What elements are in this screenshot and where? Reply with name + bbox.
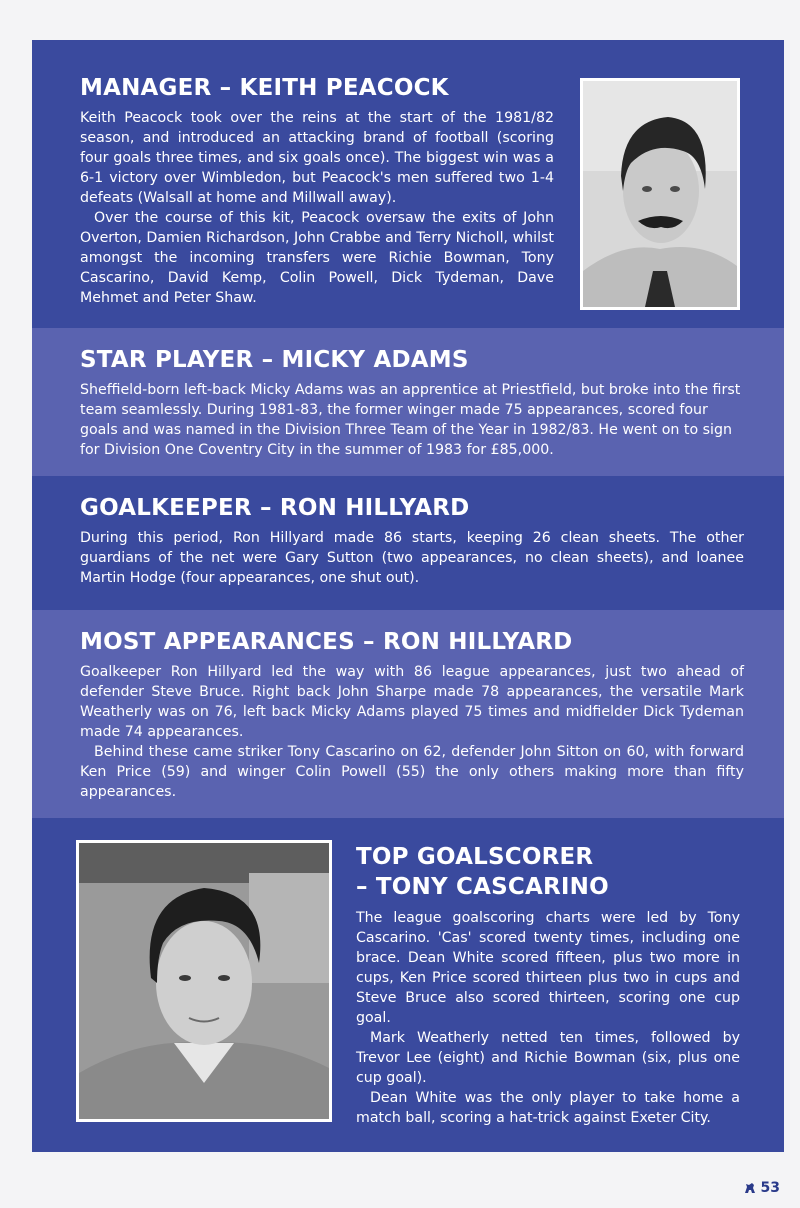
most-appearances-paragraph-2: Behind these came striker Tony Cascarino on 62, defender John Sitton on 60, with forward Ken Price (59) and winger Colin Powell (55) the only others making more than fifty appearances.	[80, 744, 744, 800]
goalscorer-photo	[76, 840, 332, 1122]
manager-portrait-image	[583, 81, 737, 307]
star-player-body	[80, 380, 744, 460]
most-appearances-paragraph-1: Goalkeeper Ron Hillyard led the way with 86 league appearances, just two ahead of defender Steve Bruce. Right back John Sharpe made 78 appearances, the versatile Mark Weatherly was on 76, left back Micky Adams played 75 times and midfielder Dick Tydeman made 74 appearances.	[80, 664, 744, 740]
star-player-heading: STAR PLAYER – MICKY ADAMS	[80, 347, 469, 373]
page-number: 53	[760, 1180, 780, 1196]
top-goalscorer-heading-line-2: – TONY CASCARINO	[356, 874, 609, 900]
most-appearances-body	[80, 662, 744, 802]
star-player-paragraph-1: Sheffield-born left-back Micky Adams was an apprentice at Priestfield, but broke into the first team seamlessly. During 1981-83, the former winger made 75 appearances, scored four goals and was named in the Division Three Team of the Year in 1982/83. He went on to sign for Division One Coventry City in the summer of 1983 for £85,000.	[80, 382, 741, 458]
top-goalscorer-paragraph-2: Mark Weatherly netted ten times, followed by Trevor Lee (eight) and Richie Bowman (six, plus one cup goal).	[356, 1030, 740, 1086]
goalkeeper-section	[32, 476, 784, 610]
goalkeeper-heading: GOALKEEPER – RON HILLYARD	[80, 495, 470, 521]
manager-heading: MANAGER – KEITH PEACOCK	[80, 75, 449, 101]
top-goalscorer-section	[32, 818, 784, 1152]
manager-paragraph-1: Keith Peacock took over the reins at the start of the 1981/82 season, and introduced an attacking brand of football (scoring four goals three times, and six goals once). The biggest win was a 6-1 victory over Wimbledon, but Peacock's men suffered two 1-4 defeats (Walsall at home and Millwall away).	[80, 110, 554, 206]
manager-photo	[580, 78, 740, 310]
goalkeeper-body	[80, 528, 744, 588]
manager-paragraph-2: Over the course of this kit, Peacock oversaw the exits of John Overton, Damien Richardson, John Crabbe and Terry Nicholl, whilst amongst the incoming transfers were Richie Bowman, Tony Cascarino, David Kemp, Colin Powell, Dick Tydeman, Dave Mehmet and Peter Shaw.	[80, 210, 554, 306]
star-player-section	[32, 328, 784, 476]
top-goalscorer-paragraph-1: The league goalscoring charts were led by Tony Cascarino. 'Cas' scored twenty times, including one brace. Dean White scored fifteen, plus two more in cups, Ken Price scored thirteen plus two in cups and Steve Bruce also scored thirteen, scoring one cup goal.	[356, 910, 740, 1026]
top-goalscorer-body	[356, 908, 740, 1128]
page-footer	[743, 1180, 780, 1196]
top-goalscorer-paragraph-3: Dean White was the only player to take home a match ball, scoring a hat-trick against Exeter City.	[356, 1090, 740, 1126]
most-appearances-heading: MOST APPEARANCES – RON HILLYARD	[80, 629, 573, 655]
manager-section	[32, 40, 784, 328]
top-goalscorer-heading-line-1: TOP GOALSCORER	[356, 844, 594, 870]
page-frame	[32, 40, 784, 1152]
top-goalscorer-heading	[356, 842, 746, 902]
manager-body	[80, 108, 554, 308]
goalscorer-portrait-image	[79, 843, 329, 1119]
most-appearances-section	[32, 610, 784, 818]
horse-crest-icon	[743, 1181, 757, 1195]
goalkeeper-paragraph-1: During this period, Ron Hillyard made 86 starts, keeping 26 clean sheets. The other guardians of the net were Gary Sutton (two appearances, no clean sheets), and loanee Martin Hodge (four appearances, one shut out).	[80, 530, 744, 586]
